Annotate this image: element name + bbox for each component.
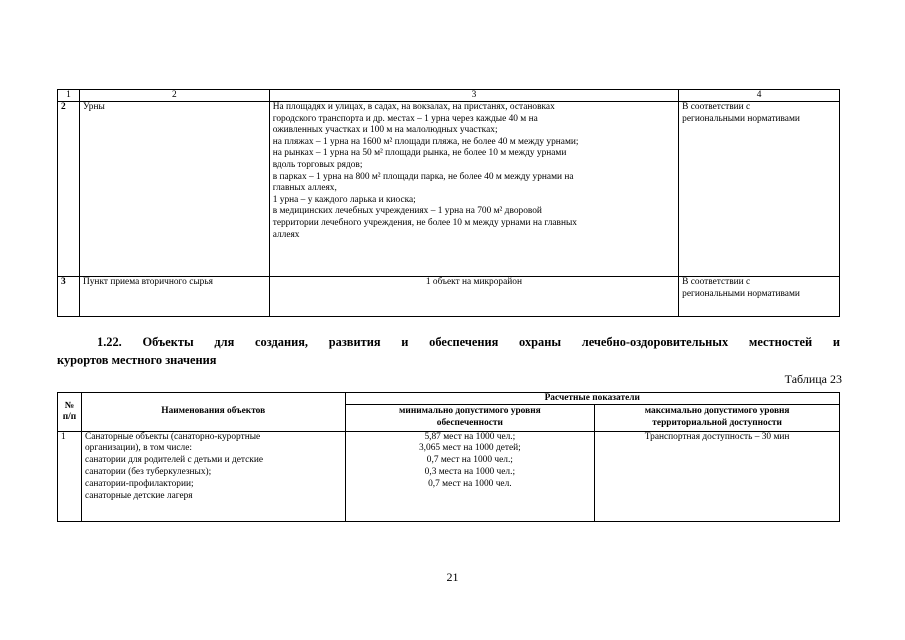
header-cell-4: 4 (679, 90, 840, 102)
header-num: № п/п (58, 393, 82, 432)
header-cell-1: 1 (58, 90, 80, 102)
table-row (58, 277, 840, 317)
note-line: региональными нормативами (682, 113, 800, 124)
header-group: Расчетные показатели (345, 393, 839, 405)
object-name: Урны (79, 102, 269, 277)
max-level: Транспортная доступность – 30 мин (595, 431, 840, 521)
note-line: В соответствии с (682, 102, 751, 112)
min-line: 3,065 мест на 1000 детей; (418, 443, 521, 454)
norm-line: аллеях (272, 229, 300, 240)
norm-line: в медицинских лечебных учреждениях – 1 урна на 700 м² дворовой (272, 206, 542, 217)
name-line: санатории (без туберкулезных); (84, 466, 212, 477)
object-name (81, 431, 345, 521)
norm-line: главных аллеях, (272, 183, 337, 194)
min-line: 0,3 места на 1000 чел.; (424, 466, 516, 477)
section-heading-line2: курортов местного значения (57, 353, 217, 367)
table-resorts (57, 392, 840, 522)
header-cell-2: 2 (79, 90, 269, 102)
table-header-row (58, 393, 840, 405)
table-header-row (58, 90, 840, 102)
norm-text: 1 объект на микрорайон (269, 277, 678, 317)
note-line: В соответствии с (682, 277, 751, 287)
header-max: максимально допустимого уровня территориальной доступности (595, 405, 840, 432)
name-line: Санаторные объекты (санаторно-курортные (84, 431, 261, 442)
norm-line: городского транспорта и др. местах – 1 урна через каждые 40 м на (272, 113, 538, 124)
min-line: 0,7 мест на 1000 чел. (428, 478, 512, 489)
table-row (58, 431, 840, 521)
min-line: 5,87 мест на 1000 чел.; (424, 431, 516, 442)
table-urns (57, 89, 840, 317)
norm-line: на рынках – 1 урна на 50 м² площади рынка, не более 10 м между урнами (272, 148, 567, 159)
table-row (58, 102, 840, 277)
section-heading-line1: 1.22. Объекты для создания, развития и обеспечения охраны лечебно-оздоровительных местностей и (97, 335, 840, 349)
row-number: 1 (58, 431, 82, 521)
norm-text (269, 102, 678, 277)
name-line: санатории-профилактории; (84, 478, 194, 489)
norm-line: вдоль торговых рядов; (272, 159, 363, 170)
note-text (679, 102, 840, 277)
name-line: санаторные детские лагеря (84, 490, 193, 501)
norm-line: На площадях и улицах, в садах, на вокзалах, на пристанях, остановках (272, 102, 555, 112)
object-name: Пункт приема вторичного сырья (79, 277, 269, 317)
page-number: 21 (446, 570, 459, 584)
header-name: Наименования объектов (81, 393, 345, 432)
norm-line: территории лечебного учреждения, не более 10 м между урнами на главных (272, 217, 577, 228)
norm-line: в парках – 1 урна на 800 м² площади парка, не более 40 м между урнами на (272, 171, 574, 182)
header-min: минимально допустимого уровня обеспеченности (345, 405, 595, 432)
name-line: санатории для родителей с детьми и детские (84, 455, 264, 466)
section-heading (57, 333, 840, 369)
row-number: 3 (58, 277, 80, 317)
header-cell-3: 3 (269, 90, 678, 102)
min-level (345, 431, 595, 521)
min-line: 0,7 мест на 1000 чел.; (426, 455, 513, 466)
row-number: 2 (58, 102, 80, 277)
name-line: организации), в том числе: (84, 443, 192, 454)
note-text (679, 277, 840, 317)
note-line: региональными нормативами (682, 288, 800, 299)
table-label: Таблица 23 (784, 372, 842, 386)
norm-line: оживленных участках и 100 м на малолюдных участках; (272, 125, 498, 136)
norm-line: 1 урна – у каждого ларька и киоска; (272, 194, 416, 205)
norm-line: на пляжах – 1 урна на 1600 м² площади пляжа, не более 40 м между урнами; (272, 136, 579, 147)
